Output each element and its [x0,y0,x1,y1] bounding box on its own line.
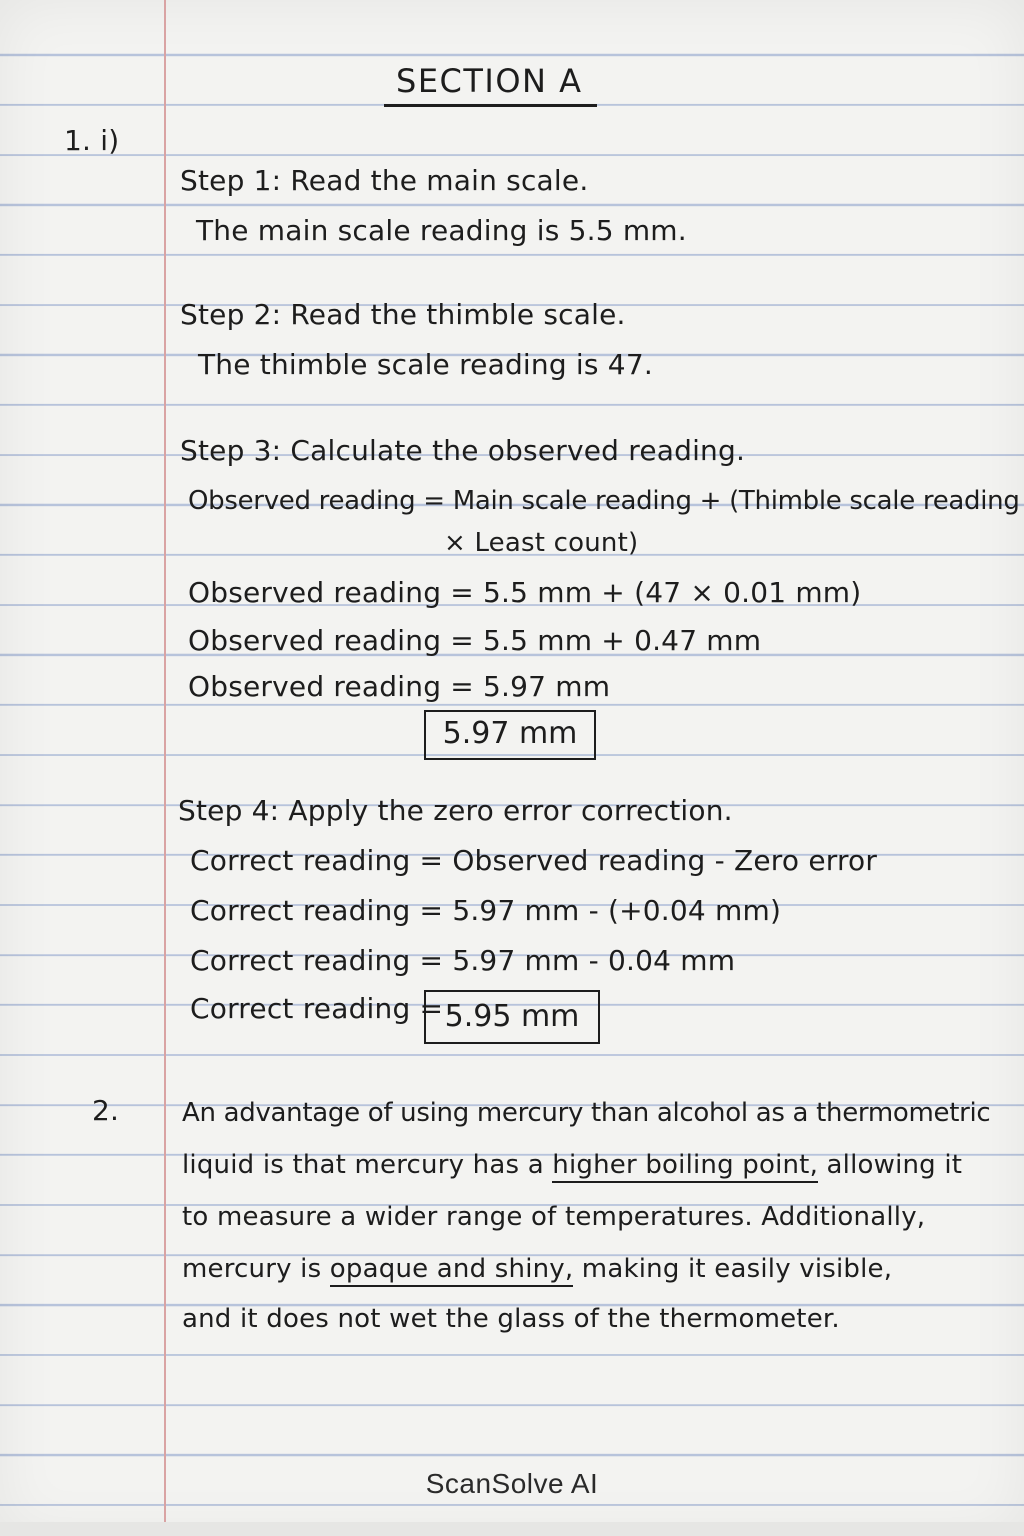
answer2-line4-end: making it easily visible, [573,1254,893,1284]
step3-formula-line2: × Least count) [444,528,639,558]
page-bottom-edge [0,1522,1024,1536]
step4-formula: Correct reading = Observed reading - Zero error [190,844,878,877]
answer2-line2-start: liquid is that mercury has a [182,1150,553,1180]
answer2-line4 [182,1254,892,1284]
margin-line [164,0,166,1536]
step3-formula-line1: Observed reading = Main scale reading + (Thimble scale reading [188,486,1020,516]
correct-reading-answer-box: 5.95 mm [424,990,600,1044]
step4-calc1: Correct reading = 5.97 mm - (+0.04 mm) [190,894,782,927]
step3-heading: Step 3: Calculate the observed reading. [180,434,746,467]
step3-calc1: Observed reading = 5.5 mm + (47 × 0.01 mm) [188,576,862,609]
step4-final-label: Correct reading = [190,992,444,1025]
step4-calc2: Correct reading = 5.97 mm - 0.04 mm [190,944,736,977]
section-title: SECTION A [384,62,597,107]
underlined-opaque-and-shiny: opaque and shiny, [330,1254,574,1287]
question-number-2: 2. [92,1094,120,1127]
step1-line: The main scale reading is 5.5 mm. [196,214,687,247]
step2-heading: Step 2: Read the thimble scale. [180,298,626,331]
answer2-line3: to measure a wider range of temperatures. Additionally, [182,1202,926,1232]
answer2-line5: and it does not wet the glass of the thermometer. [182,1304,840,1334]
step3-calc3: Observed reading = 5.97 mm [188,670,611,703]
answer2-line4-start: mercury is [182,1254,330,1284]
step4-heading: Step 4: Apply the zero error correction. [178,794,733,827]
footer-brand: ScanSolve AI [425,1468,599,1499]
answer2-line2 [182,1150,962,1180]
step3-calc2: Observed reading = 5.5 mm + 0.47 mm [188,624,762,657]
step1-heading: Step 1: Read the main scale. [180,164,589,197]
question-number-1: 1. i) [64,124,120,157]
underlined-higher-boiling-point: higher boiling point, [552,1150,818,1183]
step2-line: The thimble scale reading is 47. [198,348,653,381]
observed-reading-answer-box: 5.97 mm [424,710,596,760]
answer2-line1: An advantage of using mercury than alcohol as a thermometric [182,1098,991,1128]
answer2-line2-end: allowing it [818,1150,963,1180]
